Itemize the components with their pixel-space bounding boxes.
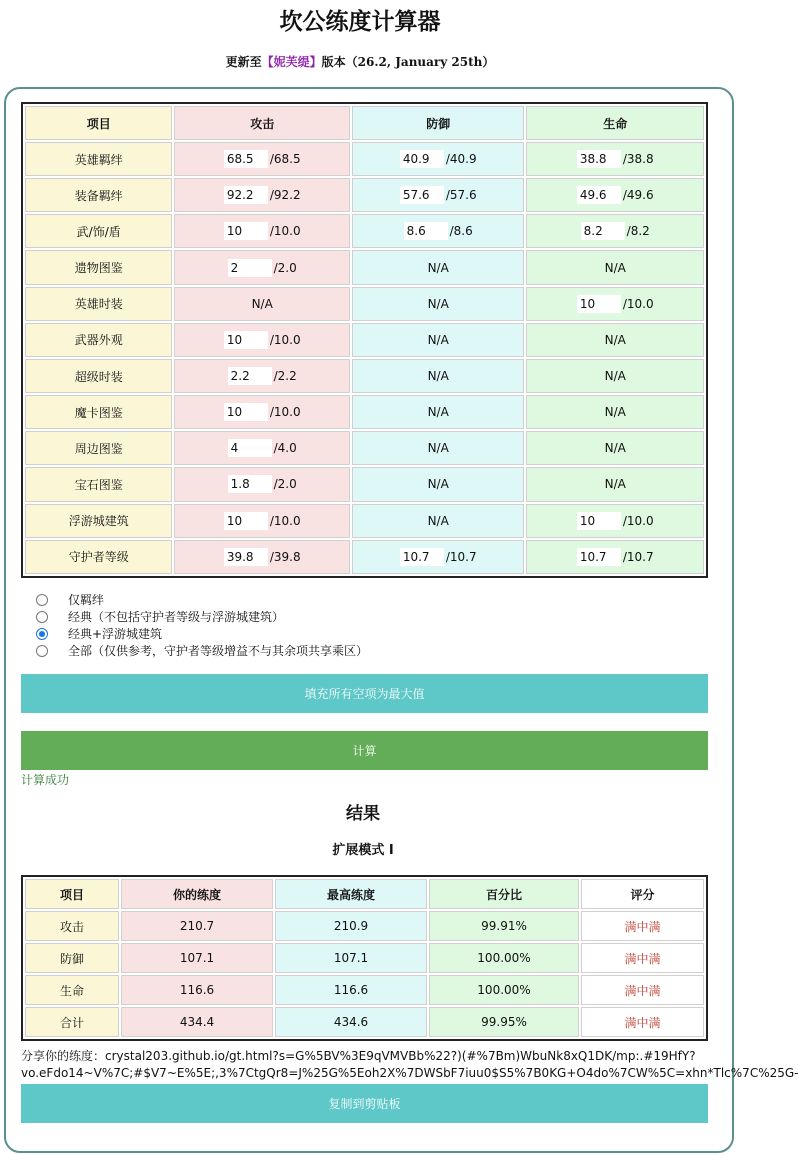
result-score — [581, 911, 704, 941]
defense-na: N/A — [352, 467, 525, 501]
result-header-item: 项目 — [25, 879, 119, 909]
input-row — [25, 467, 704, 501]
copy-button[interactable]: 复制到剪贴板 — [21, 1084, 708, 1123]
result-percent: 99.95% — [429, 1007, 579, 1037]
attack-cell-wrap — [228, 439, 297, 457]
input-row — [25, 540, 704, 574]
attack-cell — [174, 395, 350, 429]
attack-cell-wrap — [224, 548, 301, 566]
hp-cell-wrap — [577, 548, 654, 566]
header-attack: 攻击 — [174, 106, 350, 140]
hp-cell — [526, 287, 704, 321]
defense-input[interactable] — [400, 186, 444, 204]
attack-cell-wrap — [224, 150, 301, 168]
result-header-percent: 百分比 — [429, 879, 579, 909]
attack-cell — [174, 359, 350, 393]
hp-cell — [526, 178, 704, 212]
row-label: 超级时装 — [25, 359, 172, 393]
attack-cell-wrap — [228, 259, 297, 277]
hp-max: /49.6 — [622, 188, 654, 203]
row-label: 遗物图鉴 — [25, 250, 172, 284]
hp-cell — [526, 540, 704, 574]
hp-cell-wrap — [577, 150, 654, 168]
mode-label: 经典+浮游城建筑 — [68, 627, 163, 641]
input-table-header — [25, 106, 704, 140]
hp-cell — [526, 142, 704, 176]
input-row — [25, 395, 704, 429]
input-row — [25, 178, 704, 212]
defense-na: N/A — [352, 287, 525, 321]
hp-na: N/A — [526, 323, 704, 357]
mode-label: 经典（不包括守护者等级与浮游城建筑） — [68, 610, 285, 624]
hp-cell-wrap — [577, 295, 654, 313]
result-row — [25, 975, 704, 1005]
attack-cell-wrap — [224, 186, 301, 204]
result-title: 结果 — [346, 804, 380, 824]
mode-option[interactable] — [36, 642, 636, 659]
attack-input[interactable] — [228, 259, 272, 277]
defense-na: N/A — [352, 504, 525, 538]
result-item: 合计 — [25, 1007, 119, 1037]
hp-input[interactable] — [577, 186, 621, 204]
attack-max: /10.0 — [269, 513, 301, 528]
defense-cell — [352, 214, 525, 248]
row-label: 英雄时装 — [25, 287, 172, 321]
attack-cell — [174, 540, 350, 574]
result-score — [581, 1007, 704, 1037]
row-label: 装备羁绊 — [25, 178, 172, 212]
result-score — [581, 943, 704, 973]
hp-na: N/A — [526, 431, 704, 465]
input-row — [25, 359, 704, 393]
score-badge: 满中满 — [624, 951, 661, 966]
input-row — [25, 323, 704, 357]
defense-cell-wrap — [400, 150, 477, 168]
score-badge: 满中满 — [624, 1015, 661, 1030]
result-percent: 100.00% — [429, 943, 579, 973]
result-yours: 434.4 — [121, 1007, 273, 1037]
hp-cell-wrap — [577, 186, 654, 204]
result-header-yours: 你的练度 — [121, 879, 273, 909]
hp-na: N/A — [526, 395, 704, 429]
result-item: 防御 — [25, 943, 119, 973]
hp-max: /10.0 — [622, 296, 654, 311]
input-table — [21, 102, 708, 578]
attack-cell-wrap — [224, 403, 301, 421]
defense-cell — [352, 178, 525, 212]
result-percent: 99.91% — [429, 911, 579, 941]
hp-cell — [526, 504, 704, 538]
share-url-line1[interactable]: crystal203.github.io/gt.html?s=G%5BV%3E9qVMVBb%22?)(#%7Bm)WbuNk8xQ1DK/mp:.#19HfY? — [105, 1049, 696, 1063]
result-table — [21, 875, 708, 1041]
row-label: 守护者等级 — [25, 540, 172, 574]
result-yours: 107.1 — [121, 943, 273, 973]
attack-cell — [174, 504, 350, 538]
input-row — [25, 214, 704, 248]
hp-max: /38.8 — [622, 152, 654, 167]
result-row — [25, 943, 704, 973]
hp-max: /8.2 — [626, 224, 650, 239]
attack-cell — [174, 142, 350, 176]
row-label: 武器外观 — [25, 323, 172, 357]
defense-cell — [352, 142, 525, 176]
version-hero: 【妮芙缇】 — [261, 55, 322, 69]
attack-input[interactable] — [224, 331, 268, 349]
result-max: 434.6 — [275, 1007, 427, 1037]
status-message: 计算成功 — [21, 773, 70, 787]
mode-radio[interactable] — [36, 645, 48, 657]
mode-radio[interactable] — [36, 628, 48, 640]
defense-na: N/A — [352, 431, 525, 465]
result-max: 107.1 — [275, 943, 427, 973]
hp-na: N/A — [526, 467, 704, 501]
result-score — [581, 975, 704, 1005]
mode-option[interactable] — [36, 591, 636, 608]
attack-max: /39.8 — [269, 549, 301, 564]
header-defense: 防御 — [352, 106, 525, 140]
attack-max: /2.0 — [273, 260, 297, 275]
attack-input[interactable] — [224, 222, 268, 240]
attack-na: N/A — [174, 287, 350, 321]
hp-input[interactable] — [581, 222, 625, 240]
hp-max: /10.7 — [622, 549, 654, 564]
attack-max: /92.2 — [269, 188, 301, 203]
attack-cell-wrap — [224, 512, 301, 530]
hp-input[interactable] — [577, 150, 621, 168]
attack-cell — [174, 178, 350, 212]
attack-cell — [174, 323, 350, 357]
version-suffix: 版本（26.2, January 25th） — [321, 55, 495, 69]
result-header-score: 评分 — [581, 879, 704, 909]
fill-max-button[interactable]: 填充所有空项为最大值 — [21, 674, 708, 713]
input-row — [25, 287, 704, 321]
attack-cell-wrap — [224, 222, 301, 240]
calculate-button[interactable]: 计算 — [21, 731, 708, 770]
defense-input[interactable] — [400, 548, 444, 566]
header-hp: 生命 — [526, 106, 704, 140]
attack-input[interactable] — [224, 186, 268, 204]
attack-input[interactable] — [224, 403, 268, 421]
row-label: 武/饰/盾 — [25, 214, 172, 248]
defense-na: N/A — [352, 359, 525, 393]
mode-label: 仅羁绊 — [68, 593, 105, 607]
mode-radio[interactable] — [36, 611, 48, 623]
attack-max: /10.0 — [269, 332, 301, 347]
result-item: 生命 — [25, 975, 119, 1005]
result-item: 攻击 — [25, 911, 119, 941]
attack-input[interactable] — [224, 548, 268, 566]
hp-input[interactable] — [577, 548, 621, 566]
attack-max: /68.5 — [269, 152, 301, 167]
attack-max: /2.2 — [273, 369, 297, 384]
result-mode: 扩展模式 I — [332, 843, 394, 858]
attack-cell — [174, 214, 350, 248]
defense-na: N/A — [352, 250, 525, 284]
page-title: 坎公练度计算器 — [279, 9, 441, 35]
attack-max: /4.0 — [273, 441, 297, 456]
row-label: 周边图鉴 — [25, 431, 172, 465]
result-table-header — [25, 879, 704, 909]
mode-radio[interactable] — [36, 594, 48, 606]
mode-option[interactable] — [36, 625, 636, 642]
hp-na: N/A — [526, 359, 704, 393]
mode-option[interactable] — [36, 608, 636, 625]
result-yours: 116.6 — [121, 975, 273, 1005]
hp-cell-wrap — [577, 512, 654, 530]
hp-max: /10.0 — [622, 513, 654, 528]
row-label: 英雄羁绊 — [25, 142, 172, 176]
version-line — [0, 52, 720, 72]
result-yours: 210.7 — [121, 911, 273, 941]
defense-cell-wrap — [404, 222, 473, 240]
defense-max: /10.7 — [445, 549, 477, 564]
score-badge: 满中满 — [624, 919, 661, 934]
attack-input[interactable] — [228, 367, 272, 385]
defense-na: N/A — [352, 323, 525, 357]
attack-max: /2.0 — [273, 477, 297, 492]
row-label: 浮游城建筑 — [25, 504, 172, 538]
input-row — [25, 142, 704, 176]
defense-input[interactable] — [400, 150, 444, 168]
hp-na: N/A — [526, 250, 704, 284]
share-label: 分享你的练度： — [21, 1049, 106, 1063]
defense-cell-wrap — [400, 186, 477, 204]
defense-cell-wrap — [400, 548, 477, 566]
attack-cell — [174, 431, 350, 465]
mode-radio-group — [36, 591, 636, 659]
result-max: 116.6 — [275, 975, 427, 1005]
result-row — [25, 1007, 704, 1037]
attack-cell — [174, 467, 350, 501]
header-item: 项目 — [25, 106, 172, 140]
hp-input[interactable] — [577, 512, 621, 530]
input-row — [25, 504, 704, 538]
result-header-max: 最高练度 — [275, 879, 427, 909]
hp-cell-wrap — [581, 222, 650, 240]
attack-cell-wrap — [228, 475, 297, 493]
share-text — [21, 1048, 799, 1082]
row-label: 魔卡图鉴 — [25, 395, 172, 429]
attack-cell-wrap — [224, 331, 301, 349]
input-row — [25, 431, 704, 465]
defense-input[interactable] — [404, 222, 448, 240]
attack-cell — [174, 250, 350, 284]
result-row — [25, 911, 704, 941]
attack-input[interactable] — [224, 512, 268, 530]
attack-cell-wrap — [228, 367, 297, 385]
result-percent: 100.00% — [429, 975, 579, 1005]
row-label: 宝石图鉴 — [25, 467, 172, 501]
attack-max: /10.0 — [269, 405, 301, 420]
attack-max: /10.0 — [269, 224, 301, 239]
input-row — [25, 250, 704, 284]
defense-max: /40.9 — [445, 152, 477, 167]
mode-label: 全部（仅供参考，守护者等级增益不与其余项共享乘区） — [68, 644, 369, 658]
attack-input[interactable] — [228, 439, 272, 457]
defense-max: /57.6 — [445, 188, 477, 203]
version-prefix: 更新至 — [225, 55, 262, 69]
attack-input[interactable] — [228, 475, 272, 493]
defense-cell — [352, 540, 525, 574]
attack-input[interactable] — [224, 150, 268, 168]
defense-na: N/A — [352, 395, 525, 429]
hp-cell — [526, 214, 704, 248]
result-max: 210.9 — [275, 911, 427, 941]
score-badge: 满中满 — [624, 983, 661, 998]
share-url-line2[interactable]: vo.eFdo14~V%7C;#$V7~E%5E;,3%7CtgQr8=J%25G%5Eoh2X%7DWSbF7iuu0$S5%7B0KG+O4do%7CW%5C=xhn*Tlc%7C%25G- — [21, 1066, 799, 1080]
hp-input[interactable] — [577, 295, 621, 313]
defense-max: /8.6 — [449, 224, 473, 239]
